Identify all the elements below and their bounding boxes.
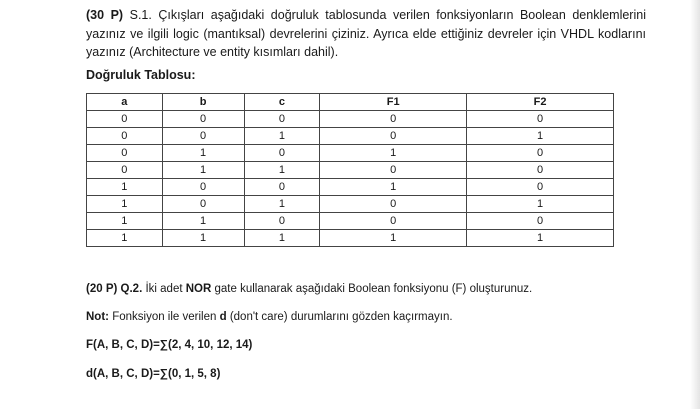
truth-table-body bbox=[87, 111, 614, 247]
function-definition: F(A, B, C, D)=∑(2, 4, 10, 12, 14) bbox=[86, 339, 253, 351]
table-row bbox=[87, 128, 614, 145]
note-label: Not: bbox=[86, 311, 109, 323]
table-row bbox=[87, 179, 614, 196]
table-cell: 0 bbox=[320, 128, 467, 145]
q1-number: S.1. bbox=[129, 8, 152, 22]
table-cell: 0 bbox=[162, 111, 244, 128]
table-cell: 0 bbox=[162, 179, 244, 196]
note-text-before: Fonksiyon ile verilen bbox=[112, 311, 217, 323]
q2-text-after: gate kullanarak aşağıdaki Boolean fonksiyonu (F) oluşturunuz. bbox=[214, 283, 533, 295]
table-cell: 0 bbox=[87, 145, 163, 162]
table-cell: 1 bbox=[87, 179, 163, 196]
truth-table bbox=[86, 93, 614, 247]
table-cell: 0 bbox=[467, 179, 614, 196]
q1-points: (30 P) bbox=[86, 8, 124, 22]
table-cell: 0 bbox=[320, 162, 467, 179]
table-cell: 0 bbox=[87, 128, 163, 145]
table-row bbox=[87, 196, 614, 213]
table-cell: 0 bbox=[320, 213, 467, 230]
table-row bbox=[87, 145, 614, 162]
table-cell: 0 bbox=[244, 179, 320, 196]
question-2 bbox=[86, 283, 532, 295]
table-cell: 0 bbox=[244, 111, 320, 128]
table-cell: 0 bbox=[467, 111, 614, 128]
header-f2: F2 bbox=[467, 94, 614, 111]
table-row bbox=[87, 162, 614, 179]
table-cell: 1 bbox=[162, 213, 244, 230]
table-row bbox=[87, 230, 614, 247]
table-cell: 0 bbox=[87, 111, 163, 128]
table-cell: 1 bbox=[467, 196, 614, 213]
q1-text: Çıkışları aşağıdaki doğruluk tablosunda verilen fonksiyonların Boolean denklemlerini yazınız ve ilgili logic (mantıksal) devrelerini çiziniz. Ayrıca elde ettiğiniz devreler için VHDL kodlarını yazınız (Architecture ve entity kısımları dahil). bbox=[86, 8, 646, 59]
table-cell: 1 bbox=[162, 162, 244, 179]
note-d: d bbox=[219, 311, 227, 323]
truth-table-header-row bbox=[87, 94, 614, 111]
table-row bbox=[87, 213, 614, 230]
table-cell: 1 bbox=[467, 128, 614, 145]
q2-gate: NOR bbox=[185, 283, 212, 295]
header-c: c bbox=[244, 94, 320, 111]
table-cell: 1 bbox=[87, 196, 163, 213]
table-cell: 1 bbox=[244, 128, 320, 145]
table-cell: 0 bbox=[244, 145, 320, 162]
table-cell: 1 bbox=[320, 179, 467, 196]
table-cell: 0 bbox=[467, 145, 614, 162]
table-cell: 0 bbox=[467, 213, 614, 230]
header-a: a bbox=[87, 94, 163, 111]
q2-text-before: İki adet bbox=[145, 283, 183, 295]
note-line bbox=[86, 311, 453, 323]
table-cell: 0 bbox=[320, 111, 467, 128]
header-f1: F1 bbox=[320, 94, 467, 111]
table-cell: 1 bbox=[162, 145, 244, 162]
header-b: b bbox=[162, 94, 244, 111]
q2-number: Q.2. bbox=[120, 283, 143, 295]
table-cell: 1 bbox=[162, 230, 244, 247]
table-row bbox=[87, 111, 614, 128]
table-cell: 1 bbox=[244, 230, 320, 247]
table-cell: 0 bbox=[162, 196, 244, 213]
table-cell: 0 bbox=[162, 128, 244, 145]
truth-table-title: Doğruluk Tablosu: bbox=[86, 68, 196, 82]
table-cell: 1 bbox=[87, 230, 163, 247]
table-cell: 0 bbox=[244, 213, 320, 230]
question-1 bbox=[86, 6, 646, 62]
table-cell: 1 bbox=[244, 162, 320, 179]
note-text-after: (don't care) durumlarını gözden kaçırmayın. bbox=[229, 311, 453, 323]
table-cell: 1 bbox=[87, 213, 163, 230]
table-cell: 0 bbox=[467, 162, 614, 179]
table-cell: 1 bbox=[467, 230, 614, 247]
page-edge-shadow bbox=[690, 0, 700, 409]
table-cell: 1 bbox=[244, 196, 320, 213]
table-cell: 1 bbox=[320, 230, 467, 247]
table-cell: 0 bbox=[87, 162, 163, 179]
table-cell: 0 bbox=[320, 196, 467, 213]
dontcare-definition: d(A, B, C, D)=∑(0, 1, 5, 8) bbox=[86, 368, 221, 380]
table-cell: 1 bbox=[320, 145, 467, 162]
q2-points: (20 P) bbox=[86, 283, 118, 295]
